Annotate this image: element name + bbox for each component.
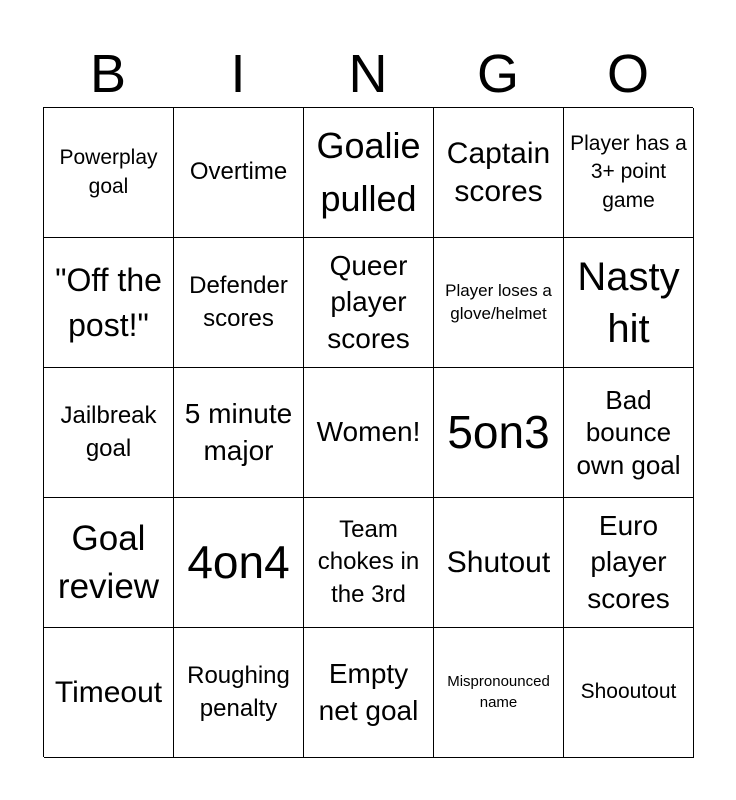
cell-label: 5on3 bbox=[447, 405, 550, 458]
cell-label: Player loses a glove/helmet bbox=[445, 281, 552, 323]
bingo-cell[interactable] bbox=[44, 498, 174, 628]
bingo-cell[interactable] bbox=[174, 368, 304, 498]
bingo-cell[interactable] bbox=[304, 108, 434, 238]
bingo-cell[interactable] bbox=[564, 368, 694, 498]
header-letter-g: G bbox=[476, 44, 519, 104]
bingo-cell[interactable] bbox=[174, 238, 304, 368]
cell-label: Goal review bbox=[57, 519, 160, 606]
cell-label: Roughing penalty bbox=[187, 662, 290, 722]
cell-label: "Off the post!" bbox=[55, 261, 162, 343]
bingo-board bbox=[43, 107, 693, 757]
bingo-cell[interactable] bbox=[44, 628, 174, 758]
bingo-cell[interactable] bbox=[304, 498, 434, 628]
bingo-cell[interactable] bbox=[434, 108, 564, 238]
cell-label: Captain scores bbox=[446, 137, 551, 208]
cell-label: Goalie pulled bbox=[316, 125, 421, 219]
bingo-cell[interactable] bbox=[564, 238, 694, 368]
cell-label: 4on4 bbox=[187, 535, 290, 588]
cell-label: Overtime bbox=[189, 158, 288, 186]
bingo-cell[interactable] bbox=[44, 238, 174, 368]
cell-label: Shutout bbox=[446, 545, 551, 579]
cell-label: Team chokes in the 3rd bbox=[317, 515, 420, 608]
header-letter-b: B bbox=[89, 44, 127, 104]
bingo-cell[interactable] bbox=[564, 498, 694, 628]
cell-label: Defender scores bbox=[189, 272, 288, 332]
bingo-cell[interactable] bbox=[174, 628, 304, 758]
cell-label: Timeout bbox=[54, 675, 163, 709]
cell-label: Bad bounce own goal bbox=[576, 384, 681, 480]
header-letter-n: N bbox=[348, 44, 388, 104]
cell-label: Player has a 3+ point game bbox=[570, 131, 687, 212]
bingo-cell[interactable] bbox=[564, 108, 694, 238]
bingo-cell[interactable] bbox=[434, 628, 564, 758]
bingo-cell[interactable] bbox=[174, 108, 304, 238]
bingo-cell[interactable] bbox=[434, 238, 564, 368]
cell-label: Queer player scores bbox=[327, 249, 410, 354]
bingo-cell[interactable] bbox=[44, 368, 174, 498]
bingo-header bbox=[43, 42, 693, 106]
cell-label: Jailbreak goal bbox=[60, 402, 157, 462]
cell-label: Women! bbox=[316, 416, 421, 448]
bingo-cell[interactable] bbox=[304, 628, 434, 758]
bingo-cell[interactable] bbox=[304, 368, 434, 498]
bingo-cell[interactable] bbox=[564, 628, 694, 758]
cell-label: Empty net goal bbox=[318, 658, 419, 726]
cell-label: Euro player scores bbox=[587, 509, 670, 614]
cell-label: Shooutout bbox=[580, 680, 677, 704]
cell-label: Powerplay goal bbox=[59, 146, 158, 198]
bingo-cell[interactable] bbox=[304, 238, 434, 368]
header-letter-o: O bbox=[606, 44, 649, 104]
bingo-cell[interactable] bbox=[434, 498, 564, 628]
bingo-cell[interactable] bbox=[44, 108, 174, 238]
header-letter-i: I bbox=[230, 44, 246, 104]
bingo-cell[interactable] bbox=[174, 498, 304, 628]
cell-label: Nasty hit bbox=[577, 254, 680, 351]
cell-label: 5 minute major bbox=[184, 398, 293, 466]
bingo-cell[interactable] bbox=[434, 368, 564, 498]
cell-label: Mispronounced name bbox=[447, 673, 550, 711]
